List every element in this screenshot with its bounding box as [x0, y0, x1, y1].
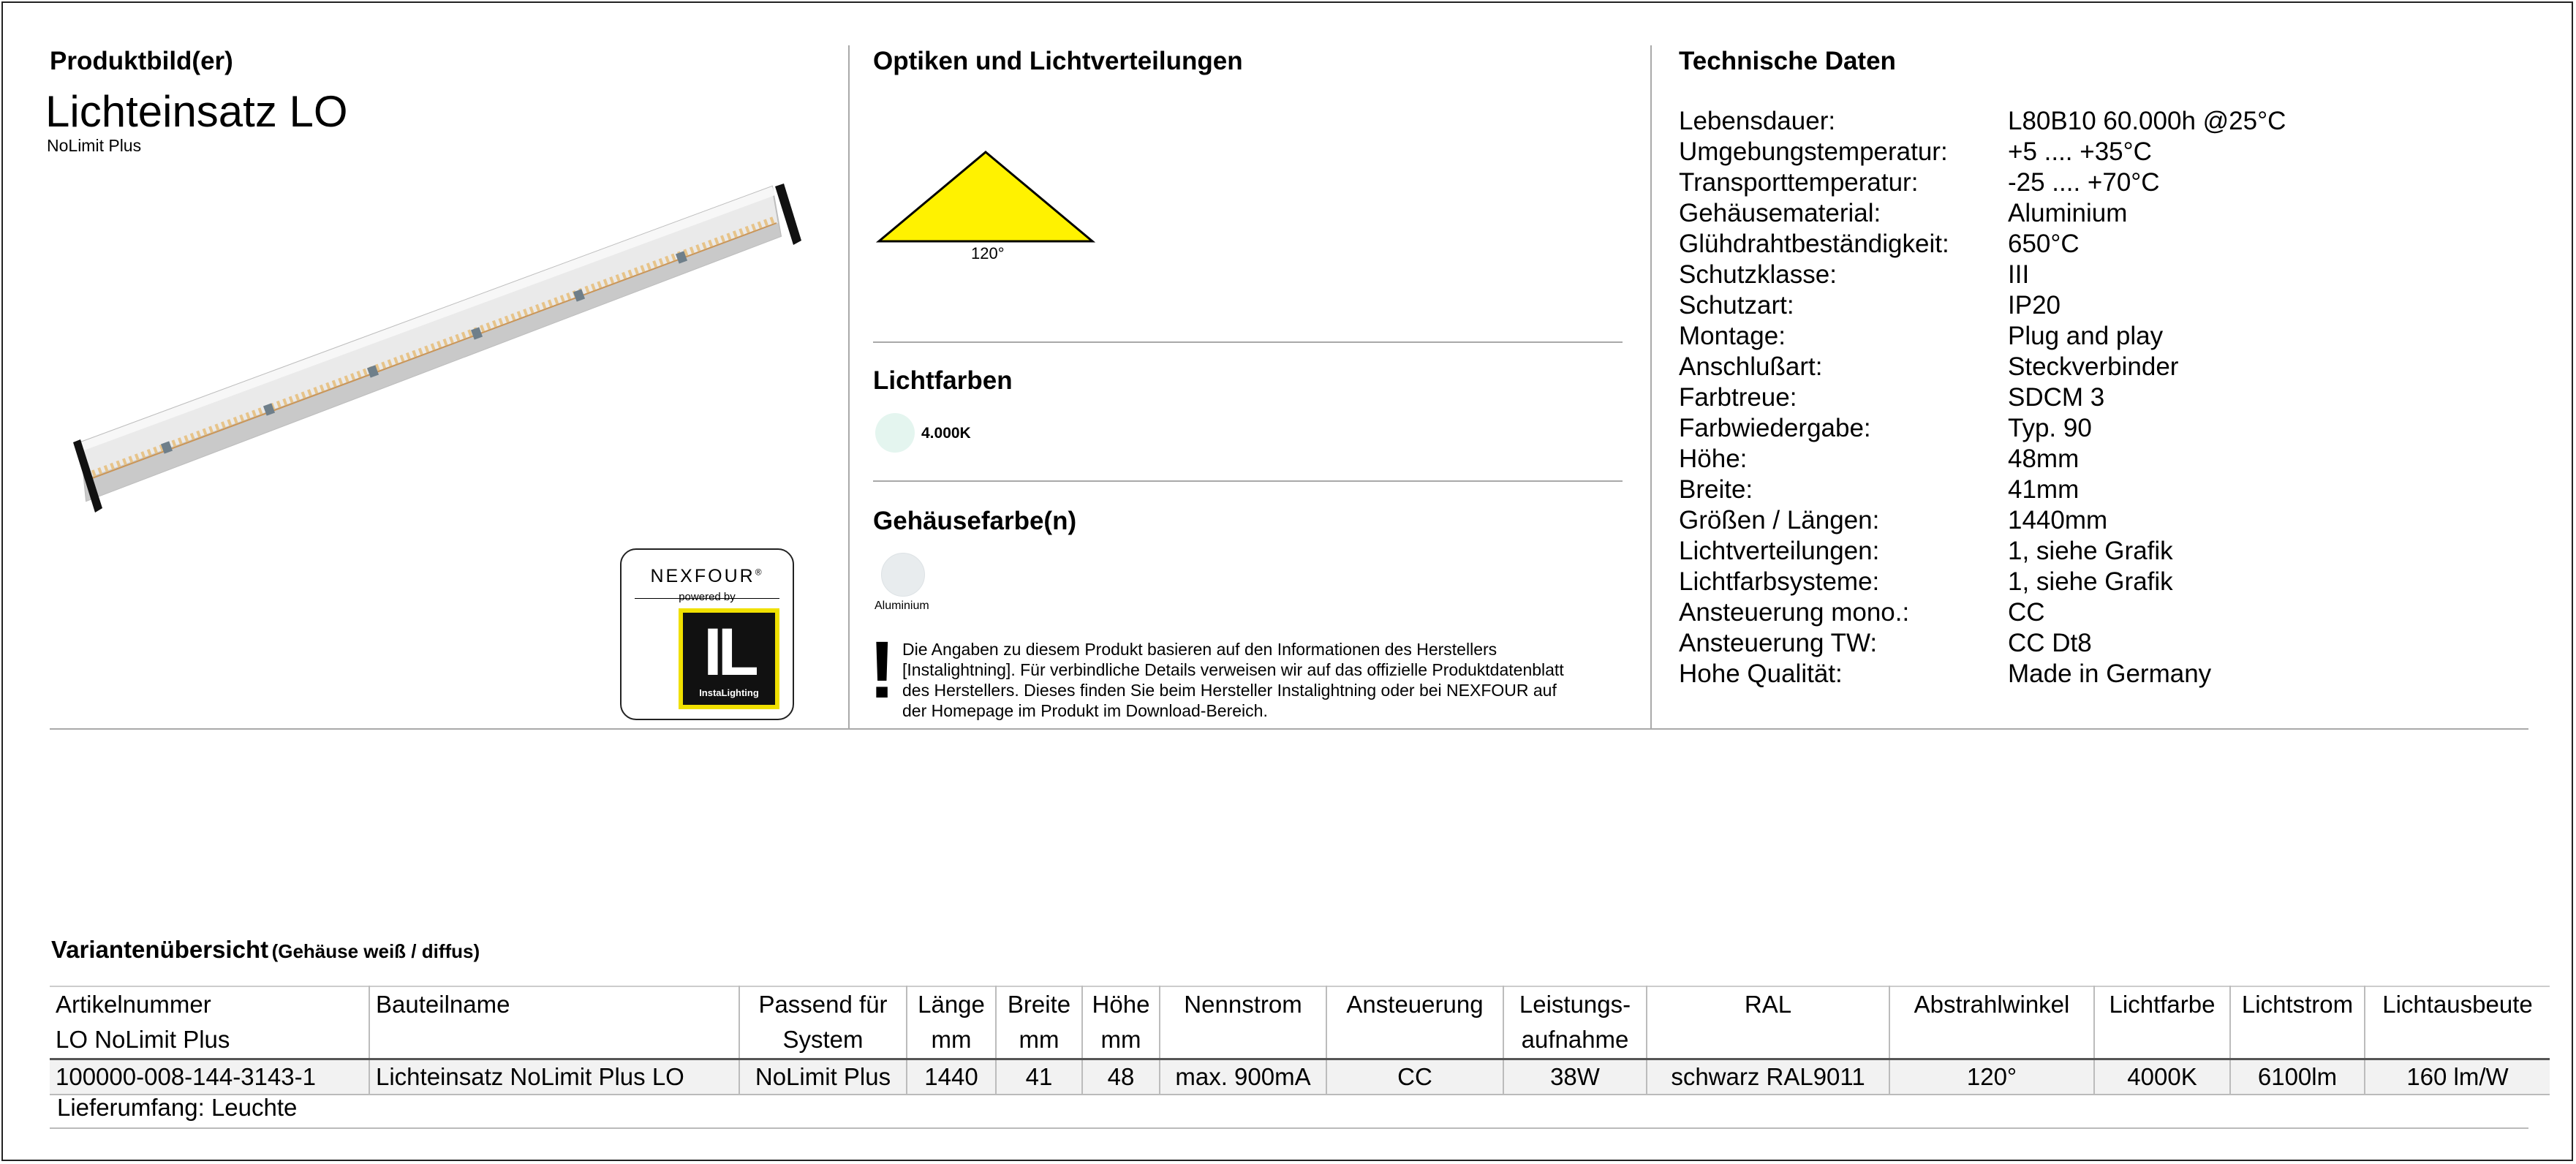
variants-title-note: (Gehäuse weiß / diffus)	[271, 940, 480, 962]
header-line: Passend für	[758, 991, 888, 1018]
spec-value: 41mm	[2008, 475, 2080, 504]
column-divider-2	[1650, 45, 1652, 730]
cell-control: CC	[1326, 1059, 1503, 1095]
col-header-article-number	[50, 986, 369, 1059]
spec-value: Plug and play	[2008, 322, 2164, 350]
table-header-row	[50, 986, 2550, 1059]
cell-power: 38W	[1503, 1059, 1647, 1095]
spec-label: Glühdrahtbeständigkeit:	[1679, 230, 1949, 258]
col-header-light-color	[2094, 986, 2230, 1059]
header-line: mm	[931, 1026, 972, 1053]
spec-label: Schutzklasse:	[1679, 260, 1837, 289]
spec-value: 1440mm	[2008, 506, 2108, 534]
spec-value: +5 .... +35°C	[2008, 137, 2152, 166]
spec-label: Ansteuerung TW:	[1679, 629, 1878, 657]
spec-value: Made in Germany	[2008, 660, 2212, 688]
spec-list	[1679, 107, 2527, 692]
spec-value: III	[2008, 260, 2030, 289]
col-header-length	[907, 986, 996, 1059]
header-line: Artikelnummer	[56, 991, 211, 1018]
header-line: Breite	[1007, 991, 1071, 1018]
column-divider-1	[848, 45, 850, 730]
spec-label: Schutzart:	[1679, 291, 1794, 320]
spec-value: SDCM 3	[2008, 383, 2105, 412]
partner-logo	[679, 608, 779, 709]
notice-line: des Herstellers. Dieses finden Sie beim Hersteller Instalightning oder bei NEXFOUR auf	[902, 681, 1557, 700]
col-header-ral	[1647, 986, 1889, 1059]
header-line: Lichtfarbe	[2109, 991, 2216, 1018]
delivery-scope: Lieferumfang: Leuchte	[57, 1094, 298, 1121]
header-line: Länge	[918, 991, 985, 1018]
partner-logo-inner	[683, 613, 775, 705]
spec-value: CC Dt8	[2008, 629, 2092, 657]
spec-label: Anschlußart:	[1679, 352, 1823, 381]
spec-label: Höhe:	[1679, 445, 1748, 473]
product-image	[73, 165, 804, 523]
cell-component-name: Lichteinsatz NoLimit Plus LO	[369, 1059, 739, 1095]
housing-color-swatch	[881, 553, 925, 597]
cell-system: NoLimit Plus	[739, 1059, 907, 1095]
spec-value: 650°C	[2008, 230, 2080, 258]
spec-value: Aluminium	[2008, 199, 2128, 227]
cell-height: 48	[1082, 1059, 1160, 1095]
variants-table	[50, 986, 2550, 1095]
spec-label: Ansteuerung mono.:	[1679, 598, 1910, 627]
header-line: aufnahme	[1521, 1026, 1629, 1053]
spec-label: Größen / Längen:	[1679, 506, 1880, 534]
col-header-beam-angle	[1889, 986, 2094, 1059]
header-line: Abstrahlwinkel	[1914, 991, 2070, 1018]
header-line: System	[782, 1026, 864, 1053]
partner-mark: IL	[703, 615, 755, 689]
cell-light-color: 4000K	[2094, 1059, 2230, 1095]
brand-registered-mark: ®	[755, 567, 764, 578]
notice-text	[902, 639, 1564, 721]
light-colors-divider	[873, 480, 1623, 482]
light-color-label: 4.000K	[921, 425, 971, 442]
notice-line: Die Angaben zu diesem Produkt basieren auf den Informationen des Herstellers	[902, 640, 1497, 659]
product-subtitle: NoLimit Plus	[47, 136, 142, 155]
col-header-rated-current	[1160, 986, 1326, 1059]
spec-label: Farbtreue:	[1679, 383, 1797, 412]
spec-value: 48mm	[2008, 445, 2080, 473]
notice-line: [Instalightning]. Für verbindliche Details verweisen wir auf das offizielle Produktdatenblatt	[902, 660, 1564, 679]
spec-value: 1, siehe Grafik	[2008, 537, 2173, 565]
spec-label: Hohe Qualität:	[1679, 660, 1843, 688]
beam-angle-label: 120°	[971, 244, 1005, 262]
spec-value: -25 .... +70°C	[2008, 168, 2160, 197]
col-header-efficacy	[2365, 986, 2550, 1059]
cell-rated-current: max. 900mA	[1160, 1059, 1326, 1095]
optics-divider	[873, 341, 1623, 343]
cell-luminous-flux: 6100lm	[2230, 1059, 2365, 1095]
light-color-swatch	[875, 413, 915, 453]
brand-name-text: NEXFOUR	[650, 566, 755, 586]
spec-value: Steckverbinder	[2008, 352, 2179, 381]
col-header-height	[1082, 986, 1160, 1059]
header-line: Ansteuerung	[1346, 991, 1484, 1018]
product-title: Lichteinsatz LO	[45, 87, 348, 136]
col-header-power	[1503, 986, 1647, 1059]
table-row	[50, 1059, 2550, 1095]
spec-label: Montage:	[1679, 322, 1786, 350]
housing-color-label: Aluminium	[875, 600, 929, 612]
table-bottom-rule	[50, 1127, 2528, 1129]
variants-title: Variantenübersicht	[51, 936, 269, 963]
header-line: RAL	[1744, 991, 1792, 1018]
spec-label: Transporttemperatur:	[1679, 168, 1919, 197]
header-line: Nennstrom	[1184, 991, 1302, 1018]
section-title-housing-colors: Gehäusefarbe(n)	[873, 507, 1077, 535]
partner-name: InstaLighting	[699, 687, 759, 698]
section-title-optics: Optiken und Lichtverteilungen	[873, 47, 1243, 75]
cell-efficacy: 160 lm/W	[2365, 1059, 2550, 1095]
variants-heading	[51, 936, 480, 964]
col-header-system	[739, 986, 907, 1059]
spec-value: IP20	[2008, 291, 2061, 320]
spec-label: Umgebungstemperatur:	[1679, 137, 1948, 166]
cell-article-number: 100000-008-144-3143-1	[50, 1059, 369, 1095]
header-line: Lichtausbeute	[2382, 991, 2533, 1018]
section-divider-bottom	[50, 728, 2528, 730]
header-line: Höhe	[1092, 991, 1150, 1018]
header-line: mm	[1019, 1026, 1060, 1053]
spec-label: Farbwiedergabe:	[1679, 414, 1871, 442]
col-header-control	[1326, 986, 1503, 1059]
col-header-width	[996, 986, 1082, 1059]
spec-label: Gehäusematerial:	[1679, 199, 1881, 227]
cell-beam-angle: 120°	[1889, 1059, 2094, 1095]
cell-width: 41	[996, 1059, 1082, 1095]
spec-label: Lichtfarbsysteme:	[1679, 567, 1880, 596]
header-line: Lichtstrom	[2241, 991, 2354, 1018]
section-title-product-images: Produktbild(er)	[50, 47, 233, 75]
cell-ral: schwarz RAL9011	[1647, 1059, 1889, 1095]
powered-by-label: powered by	[679, 591, 736, 603]
header-line: mm	[1100, 1026, 1141, 1053]
section-title-light-colors: Lichtfarben	[873, 366, 1013, 395]
header-line: Leistungs-	[1519, 991, 1631, 1018]
cell-length: 1440	[907, 1059, 996, 1095]
light-distribution-triangle	[875, 149, 1098, 244]
brand-name	[622, 566, 793, 587]
spec-value: L80B10 60.000h @25°C	[2008, 107, 2286, 135]
header-line: Bauteilname	[376, 991, 510, 1018]
spec-label: Breite:	[1679, 475, 1753, 504]
notice-line: der Homepage im Produkt im Download-Bereich.	[902, 701, 1268, 720]
spec-value: CC	[2008, 598, 2045, 627]
spec-label: Lebensdauer:	[1679, 107, 1836, 135]
warning-icon: !	[869, 625, 896, 715]
spec-label: Lichtverteilungen:	[1679, 537, 1880, 565]
spec-value: Typ. 90	[2008, 414, 2092, 442]
spec-value: 1, siehe Grafik	[2008, 567, 2173, 596]
col-header-luminous-flux	[2230, 986, 2365, 1059]
section-title-tech-data: Technische Daten	[1679, 47, 1896, 75]
col-header-component-name	[369, 986, 739, 1059]
header-line: LO NoLimit Plus	[56, 1026, 230, 1053]
brand-logo	[620, 548, 794, 720]
